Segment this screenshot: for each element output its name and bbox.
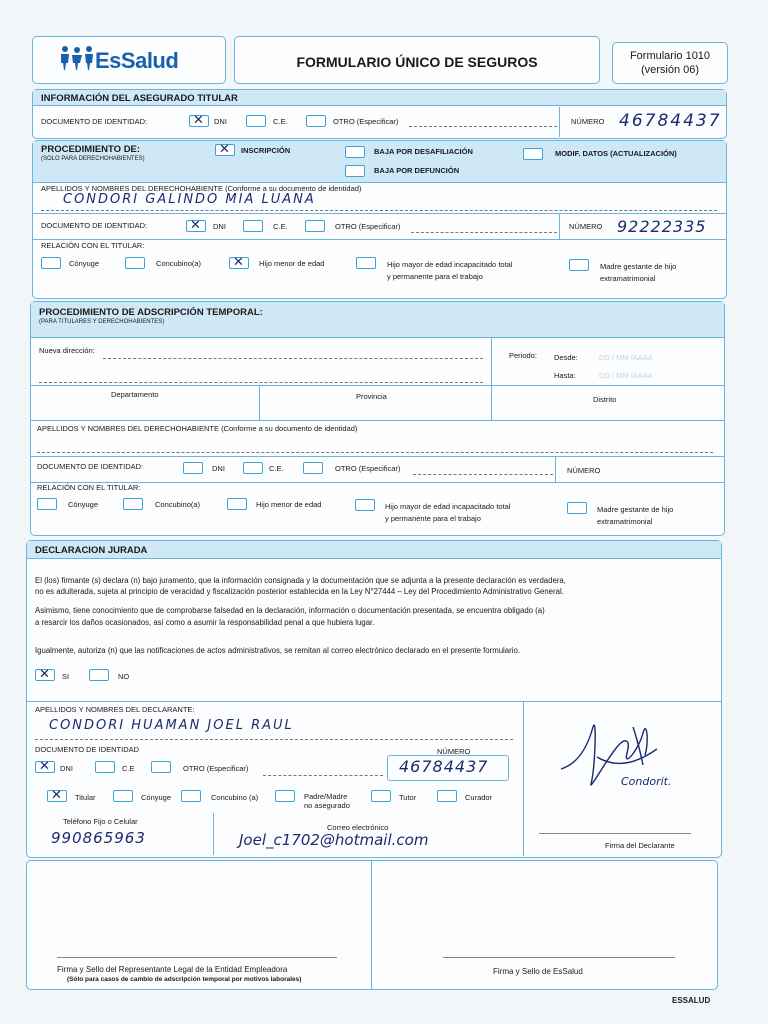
temporal-concubino-label: Concubino(a) bbox=[155, 500, 201, 509]
procedimiento-section bbox=[32, 140, 727, 299]
baja-defuncion-label: BAJA POR DEFUNCIÓN bbox=[374, 166, 460, 175]
telefono-label: Teléfono Fijo o Celular bbox=[63, 817, 138, 826]
essalud-logo-icon bbox=[59, 45, 95, 71]
declarante-ce-label: C.E bbox=[122, 764, 135, 773]
periodo-label: Periodo: bbox=[509, 351, 537, 360]
signature-text: Condorit. bbox=[621, 775, 672, 788]
rol-tutor-checkbox[interactable] bbox=[371, 790, 391, 802]
rol-padre-label-2: no asegurado bbox=[304, 801, 350, 810]
procedimiento-madre-label-1: Madre gestante de hijo bbox=[600, 262, 677, 271]
rol-padre-checkbox[interactable] bbox=[275, 790, 295, 802]
rol-titular-checkbox[interactable] bbox=[47, 790, 67, 802]
nueva-direccion-line-1 bbox=[103, 358, 483, 359]
declaracion-p1-l1: El (los) firmante (s) declara (n) bajo juramento, que la información consignada y la documentación que se adjunta a la presente declaración es verdadera, bbox=[35, 576, 566, 585]
temporal-doc-row bbox=[31, 456, 724, 457]
baja-defuncion-checkbox[interactable] bbox=[345, 165, 365, 177]
temporal-madre-label-2: extramatrimonial bbox=[597, 517, 653, 526]
footer-signatures bbox=[26, 860, 718, 990]
derechohabiente-names-label: APELLIDOS Y NOMBRES DEL DERECHOHABIENTE (Conforme a su documento de identidad) bbox=[41, 184, 362, 193]
notif-no-checkbox[interactable] bbox=[89, 669, 109, 681]
temporal-madre-checkbox[interactable] bbox=[567, 502, 587, 514]
temporal-conyuge-checkbox[interactable] bbox=[37, 498, 57, 510]
temporal-hijo-mayor-checkbox[interactable] bbox=[355, 499, 375, 511]
procedimiento-numero-label: NÚMERO bbox=[569, 222, 603, 231]
rol-curador-label: Curador bbox=[465, 793, 493, 802]
declarante-line bbox=[35, 739, 513, 740]
procedimiento-conyuge-label: Cónyuge bbox=[69, 259, 100, 268]
procedimiento-otro-checkbox[interactable] bbox=[305, 220, 325, 232]
location-row bbox=[31, 385, 724, 386]
temporal-otro-checkbox[interactable] bbox=[303, 462, 323, 474]
declarante-otro-line bbox=[263, 775, 383, 776]
telefono-value[interactable]: 990865963 bbox=[51, 829, 146, 847]
inscripcion-checkbox[interactable] bbox=[215, 144, 235, 156]
telefono-divider bbox=[213, 813, 214, 855]
form-version: (versión 06) bbox=[640, 64, 700, 76]
temporal-conyuge-label: Cónyuge bbox=[68, 500, 99, 509]
declaracion-p1-l2: no es adulterada, sujeta al principio de veracidad y fiscalización posterior establecida en la Ley N°27444 – Ley del Procedimiento Administrativo General. bbox=[35, 587, 564, 596]
procedimiento-doc-label: DOCUMENTO DE IDENTIDAD: bbox=[41, 221, 148, 230]
procedimiento-doc-row bbox=[33, 213, 726, 214]
declaracion-heading: DECLARACION JURADA bbox=[27, 541, 721, 559]
temporal-hijo-menor-label: Hijo menor de edad bbox=[256, 500, 322, 509]
firma-declarante-line bbox=[539, 833, 691, 834]
titular-otro-line bbox=[409, 126, 557, 127]
declarante-dni-checkbox[interactable] bbox=[35, 761, 55, 773]
firma-rep-note: (Sólo para casos de cambio de adscripción temporal por motivos laborales) bbox=[67, 976, 302, 983]
rol-concubino-label: Concubino (a) bbox=[211, 793, 259, 802]
temporal-otro-line bbox=[413, 474, 553, 475]
titular-dni-label: DNI bbox=[214, 117, 227, 126]
titular-numero-value[interactable]: 46784437 bbox=[619, 111, 722, 131]
periodo-divider bbox=[491, 338, 492, 420]
procedimiento-conyuge-checkbox[interactable] bbox=[41, 257, 61, 269]
declarante-row bbox=[27, 701, 721, 702]
nueva-direccion-label: Nueva dirección: bbox=[39, 346, 95, 355]
declarante-doc-label: DOCUMENTO DE IDENTIDAD bbox=[35, 745, 140, 754]
firma-essalud-label: Firma y Sello de EsSalud bbox=[493, 967, 583, 976]
procedimiento-rel-row bbox=[33, 239, 726, 240]
declarante-dni-label: DNI bbox=[60, 764, 73, 773]
temporal-ce-checkbox[interactable] bbox=[243, 462, 263, 474]
declarante-numero-value[interactable]: 46784437 bbox=[399, 757, 489, 776]
desde-label: Desde: bbox=[554, 353, 578, 362]
procedimiento-hijo-menor-checkbox[interactable] bbox=[229, 257, 249, 269]
procedimiento-concubino-label: Concubino(a) bbox=[156, 259, 202, 268]
form-title: FORMULARIO ÚNICO DE SEGUROS bbox=[296, 54, 538, 70]
firma-essalud-line bbox=[443, 957, 675, 958]
declaracion-p3: Igualmente, autoriza (n) que las notificaciones de actos administrativos, se remitan al correo electrónico declarado en el presente formulario. bbox=[35, 646, 520, 655]
declarante-label: APELLIDOS Y NOMBRES DEL DECLARANTE: bbox=[35, 705, 195, 714]
procedimiento-madre-checkbox[interactable] bbox=[569, 259, 589, 271]
temporal-dni-checkbox[interactable] bbox=[183, 462, 203, 474]
hasta-date-field[interactable]: DD / MM /AAAA bbox=[599, 371, 653, 380]
procedimiento-concubino-checkbox[interactable] bbox=[125, 257, 145, 269]
temporal-heading: PROCEDIMIENTO DE ADSCRIPCIÓN TEMPORAL: bbox=[39, 307, 263, 318]
procedimiento-hijo-mayor-checkbox[interactable] bbox=[356, 257, 376, 269]
temporal-doc-divider bbox=[555, 456, 556, 482]
titular-divider bbox=[559, 107, 560, 137]
temporal-numero-label: NÚMERO bbox=[567, 466, 601, 475]
hasta-label: Hasta: bbox=[554, 371, 576, 380]
titular-numero-label: NÚMERO bbox=[571, 117, 605, 126]
form-number-box bbox=[612, 42, 728, 84]
procedimiento-numero-value[interactable]: 92222335 bbox=[617, 217, 707, 236]
rol-conyuge-checkbox[interactable] bbox=[113, 790, 133, 802]
titular-otro-label: OTRO (Especificar) bbox=[333, 117, 399, 126]
procedimiento-doc-divider bbox=[559, 213, 560, 239]
inscripcion-label: INSCRIPCIÓN bbox=[241, 146, 291, 155]
derechohabiente-names-value[interactable]: CONDORI GALINDO MIA LUANA bbox=[63, 192, 316, 207]
procedimiento-hijo-mayor-label-2: y permanente para el trabajo bbox=[387, 272, 483, 281]
procedimiento-otro-label: OTRO (Especificar) bbox=[335, 222, 401, 231]
titular-dni-checkbox[interactable] bbox=[189, 115, 209, 127]
baja-desafiliacion-label: BAJA POR DESAFILIACIÓN bbox=[374, 147, 473, 156]
rol-conyuge-label: Cónyuge bbox=[141, 793, 172, 802]
derechohabiente-names-line bbox=[41, 210, 717, 211]
temporal-otro-label: OTRO (Especificar) bbox=[335, 464, 401, 473]
modif-datos-label: MODIF. DATOS (ACTUALIZACIÓN) bbox=[555, 149, 677, 158]
rol-tutor-label: Tutor bbox=[399, 793, 417, 802]
form-number: Formulario 1010 bbox=[629, 50, 711, 62]
declaracion-p2-l1: Asimismo, tiene conocimiento que de comprobarse falsedad en la declaración, información o documentación presentada, se encuentra obligado (a) bbox=[35, 606, 545, 615]
temporal-names-row bbox=[31, 420, 724, 421]
firma-rep-label: Firma y Sello del Representante Legal de la Entidad Empleadora bbox=[57, 965, 288, 974]
temporal-madre-label-1: Madre gestante de hijo bbox=[597, 505, 674, 514]
logo-text: EsSalud bbox=[95, 48, 179, 73]
titular-ce-label: C.E. bbox=[273, 117, 288, 126]
rol-padre-label-1: Padre/Madre bbox=[304, 792, 348, 801]
location-divider-1 bbox=[259, 385, 260, 420]
declarante-signature bbox=[547, 709, 687, 799]
notif-si-checkbox[interactable] bbox=[35, 669, 55, 681]
departamento-label: Departamento bbox=[111, 390, 159, 399]
rol-titular-label: Titular bbox=[75, 793, 96, 802]
title-box bbox=[234, 36, 600, 84]
baja-desafiliacion-checkbox[interactable] bbox=[345, 146, 365, 158]
correo-label: Correo electrónico bbox=[327, 823, 389, 832]
declarante-otro-label: OTRO (Especificar) bbox=[183, 764, 249, 773]
temporal-subheading: (PARA TITULARES Y DERECHOHABIENTES) bbox=[39, 319, 165, 325]
temporal-doc-label: DOCUMENTO DE IDENTIDAD: bbox=[37, 462, 144, 471]
firma-declarante-label: Firma del Declarante bbox=[605, 841, 675, 850]
provincia-label: Provincia bbox=[356, 392, 387, 401]
temporal-relacion-label: RELACIÓN CON EL TITULAR: bbox=[37, 483, 141, 492]
procedimiento-ce-checkbox[interactable] bbox=[243, 220, 263, 232]
titular-otro-checkbox[interactable] bbox=[306, 115, 326, 127]
declaracion-section bbox=[26, 540, 722, 858]
temporal-names-label: APELLIDOS Y NOMBRES DEL DERECHOHABIENTE (Conforme a su documento de identidad) bbox=[37, 424, 358, 433]
temporal-hijo-mayor-label-1: Hijo mayor de edad incapacitado total bbox=[385, 502, 511, 511]
procedimiento-relacion-label: RELACIÓN CON EL TITULAR: bbox=[41, 241, 145, 250]
footer-brand: ESSALUD bbox=[672, 996, 711, 1005]
declarante-otro-checkbox[interactable] bbox=[151, 761, 171, 773]
temporal-concubino-checkbox[interactable] bbox=[123, 498, 143, 510]
procedimiento-subheading: (SOLO PARA DERECHOHABIENTES) bbox=[41, 156, 145, 162]
notif-si-label: SI bbox=[62, 672, 70, 681]
footer-divider bbox=[371, 861, 372, 989]
procedimiento-dni-checkbox[interactable] bbox=[186, 220, 206, 232]
signature-divider bbox=[523, 701, 524, 856]
temporal-hijo-menor-checkbox[interactable] bbox=[227, 498, 247, 510]
procedimiento-hijo-mayor-label-1: Hijo mayor de edad incapacitado total bbox=[387, 260, 513, 269]
rol-curador-checkbox[interactable] bbox=[437, 790, 457, 802]
firma-rep-line bbox=[57, 957, 337, 958]
procedimiento-ce-label: C.E. bbox=[273, 222, 288, 231]
titular-section bbox=[32, 89, 727, 139]
temporal-dni-label: DNI bbox=[212, 464, 225, 473]
procedimiento-hijo-menor-label: Hijo menor de edad bbox=[259, 259, 325, 268]
nueva-direccion-line-2 bbox=[39, 382, 483, 383]
temporal-names-line bbox=[37, 452, 713, 453]
procedimiento-madre-label-2: extramatrimonial bbox=[600, 274, 656, 283]
desde-date-field[interactable]: DD / MM /AAAA bbox=[599, 353, 653, 362]
declarante-value[interactable]: CONDORI HUAMAN JOEL RAUL bbox=[49, 718, 294, 733]
titular-doc-label: DOCUMENTO DE IDENTIDAD: bbox=[41, 117, 148, 126]
notif-no-label: NO bbox=[118, 672, 130, 681]
titular-ce-checkbox[interactable] bbox=[246, 115, 266, 127]
procedimiento-otro-line bbox=[411, 232, 557, 233]
titular-heading: INFORMACIÓN DEL ASEGURADO TITULAR bbox=[33, 90, 726, 106]
distrito-label: Distrito bbox=[593, 395, 617, 404]
temporal-ce-label: C.E. bbox=[269, 464, 284, 473]
modif-datos-checkbox[interactable] bbox=[523, 148, 543, 160]
declaracion-p2-l2: a resarcir los daños ocasionados, así como a asumir la responsabilidad penal a que hubiera lugar. bbox=[35, 618, 375, 627]
declarante-numero-label: NÚMERO bbox=[437, 747, 471, 756]
logo-box bbox=[32, 36, 226, 84]
temporal-header bbox=[31, 302, 724, 338]
declarante-ce-checkbox[interactable] bbox=[95, 761, 115, 773]
rol-concubino-checkbox[interactable] bbox=[181, 790, 201, 802]
correo-value[interactable]: Joel_c1702@hotmail.com bbox=[239, 831, 429, 849]
procedimiento-dni-label: DNI bbox=[213, 222, 226, 231]
temporal-hijo-mayor-label-2: y permanente para el trabajo bbox=[385, 514, 481, 523]
procedimiento-heading: PROCEDIMIENTO DE: bbox=[41, 144, 141, 155]
temporal-section bbox=[30, 301, 725, 536]
